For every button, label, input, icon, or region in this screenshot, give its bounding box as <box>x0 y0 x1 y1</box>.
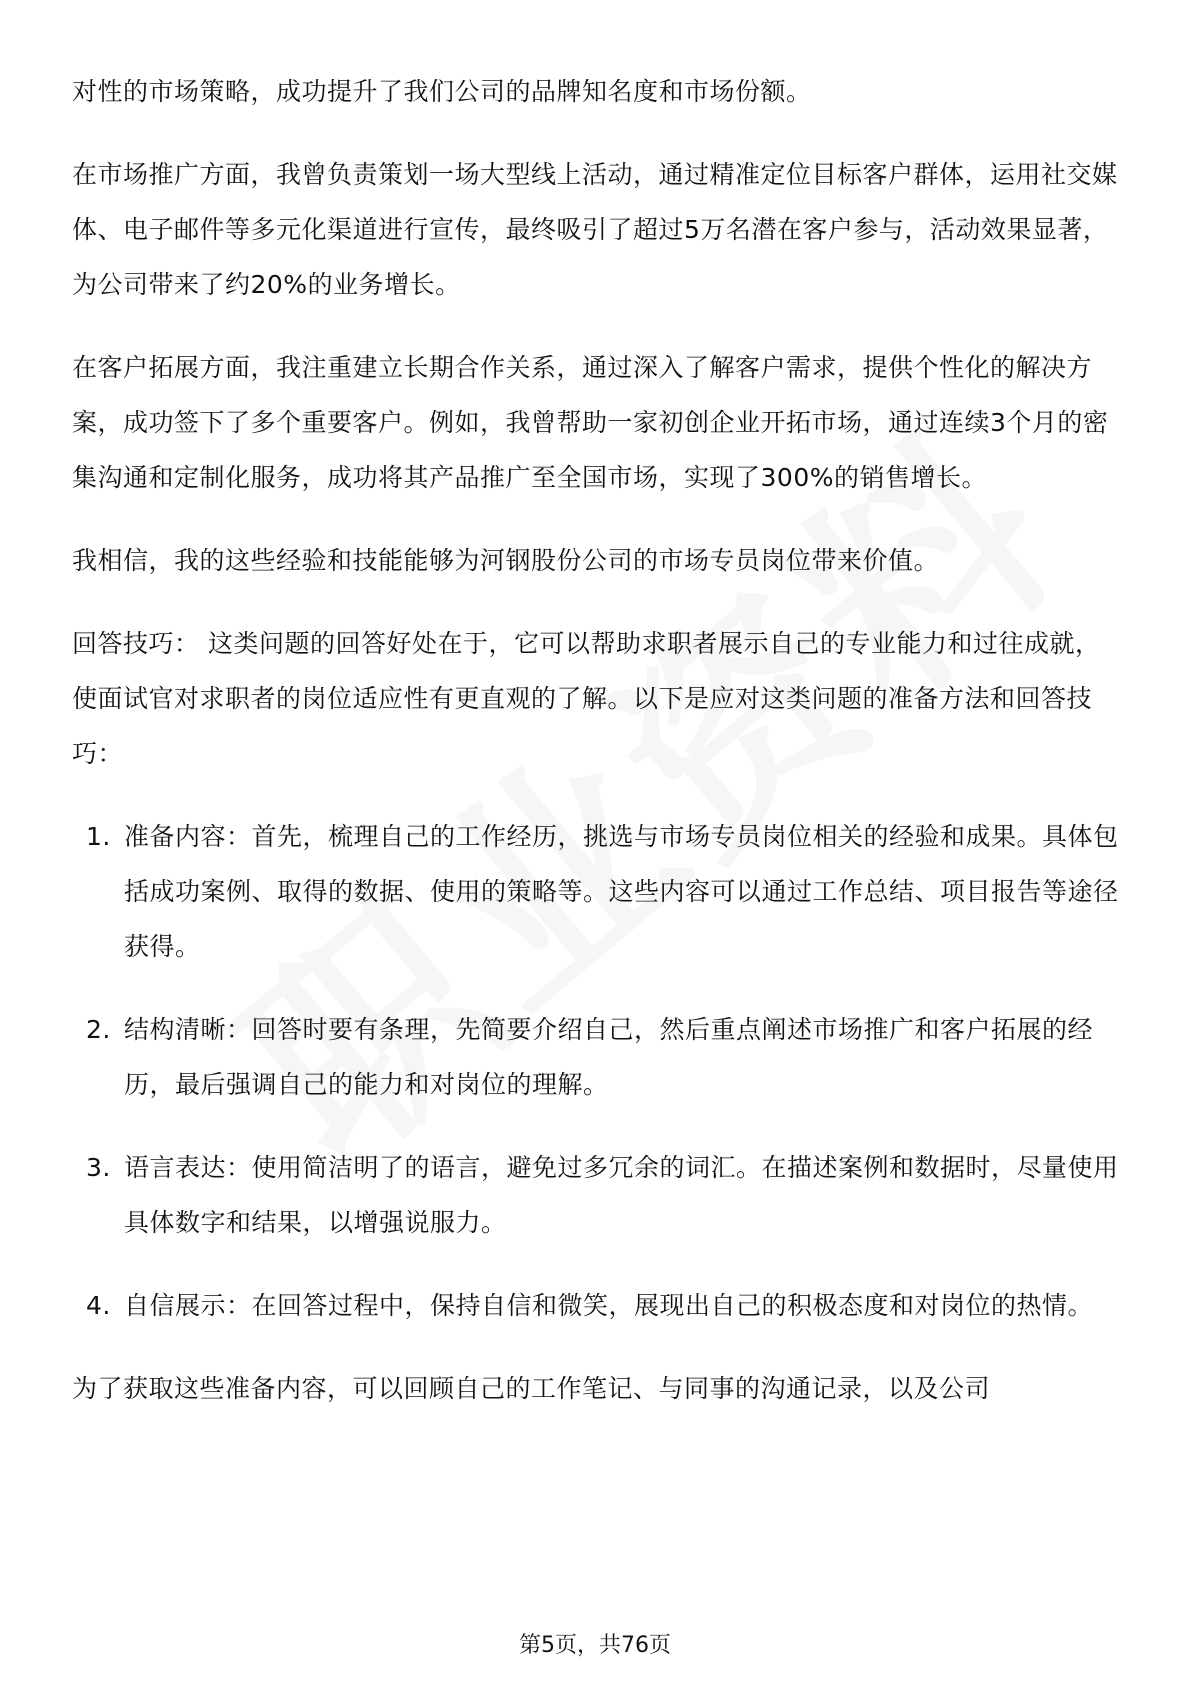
list-item <box>72 1278 1122 1333</box>
list-item <box>72 809 1122 974</box>
list-text: 结构清晰：回答时要有条理，先简要介绍自己，然后重点阐述市场推广和客户拓展的经历，最后强调自己的能力和对岗位的理解。 <box>124 1015 1094 1099</box>
paragraph-3: 在客户拓展方面，我注重建立长期合作关系，通过深入了解客户需求，提供个性化的解决方案，成功签下了多个重要客户。例如，我曾帮助一家初创企业开拓市场，通过连续3个月的密集沟通和定制化服务，成功将其产品推广至全国市场，实现了300%的销售增长。 <box>72 353 1109 492</box>
page-footer: 第5页，共76页 <box>519 1633 671 1658</box>
document-body <box>72 64 1122 1444</box>
numbered-list <box>72 809 1122 1333</box>
list-text: 自信展示：在回答过程中，保持自信和微笑，展现出自己的积极态度和对岗位的热情。 <box>124 1291 1094 1320</box>
paragraph-4: 我相信，我的这些经验和技能能够为河钢股份公司的市场专员岗位带来价值。 <box>72 546 940 575</box>
list-text: 语言表达：使用简洁明了的语言，避免过多冗余的词汇。在描述案例和数据时，尽量使用具体数字和结果，以增强说服力。 <box>124 1153 1119 1237</box>
list-item <box>72 1002 1122 1112</box>
list-item <box>72 1140 1122 1250</box>
list-number: 1. <box>86 822 111 851</box>
paragraph-6: 为了获取这些准备内容，可以回顾自己的工作笔记、与同事的沟通记录，以及公司 <box>72 1374 991 1403</box>
list-number: 2. <box>86 1015 111 1044</box>
list-number: 3. <box>86 1153 111 1182</box>
paragraph-2: 在市场推广方面，我曾负责策划一场大型线上活动，通过精准定位目标客户群体，运用社交媒体、电子邮件等多元化渠道进行宣传，最终吸引了超过5万名潜在客户参与，活动效果显著，为公司带来了约20%的业务增长。 <box>72 160 1118 299</box>
list-number: 4. <box>86 1291 111 1320</box>
list-text: 准备内容：首先，梳理自己的工作经历，挑选与市场专员岗位相关的经验和成果。具体包括成功案例、取得的数据、使用的策略等。这些内容可以通过工作总结、项目报告等途径获得。 <box>124 822 1119 961</box>
paragraph-1: 对性的市场策略，成功提升了我们公司的品牌知名度和市场份额。 <box>72 77 812 106</box>
paragraph-5: 回答技巧： 这类问题的回答好处在于，它可以帮助求职者展示自己的专业能力和过往成就，使面试官对求职者的岗位适应性有更直观的了解。以下是应对这类问题的准备方法和回答技巧： <box>72 629 1101 768</box>
